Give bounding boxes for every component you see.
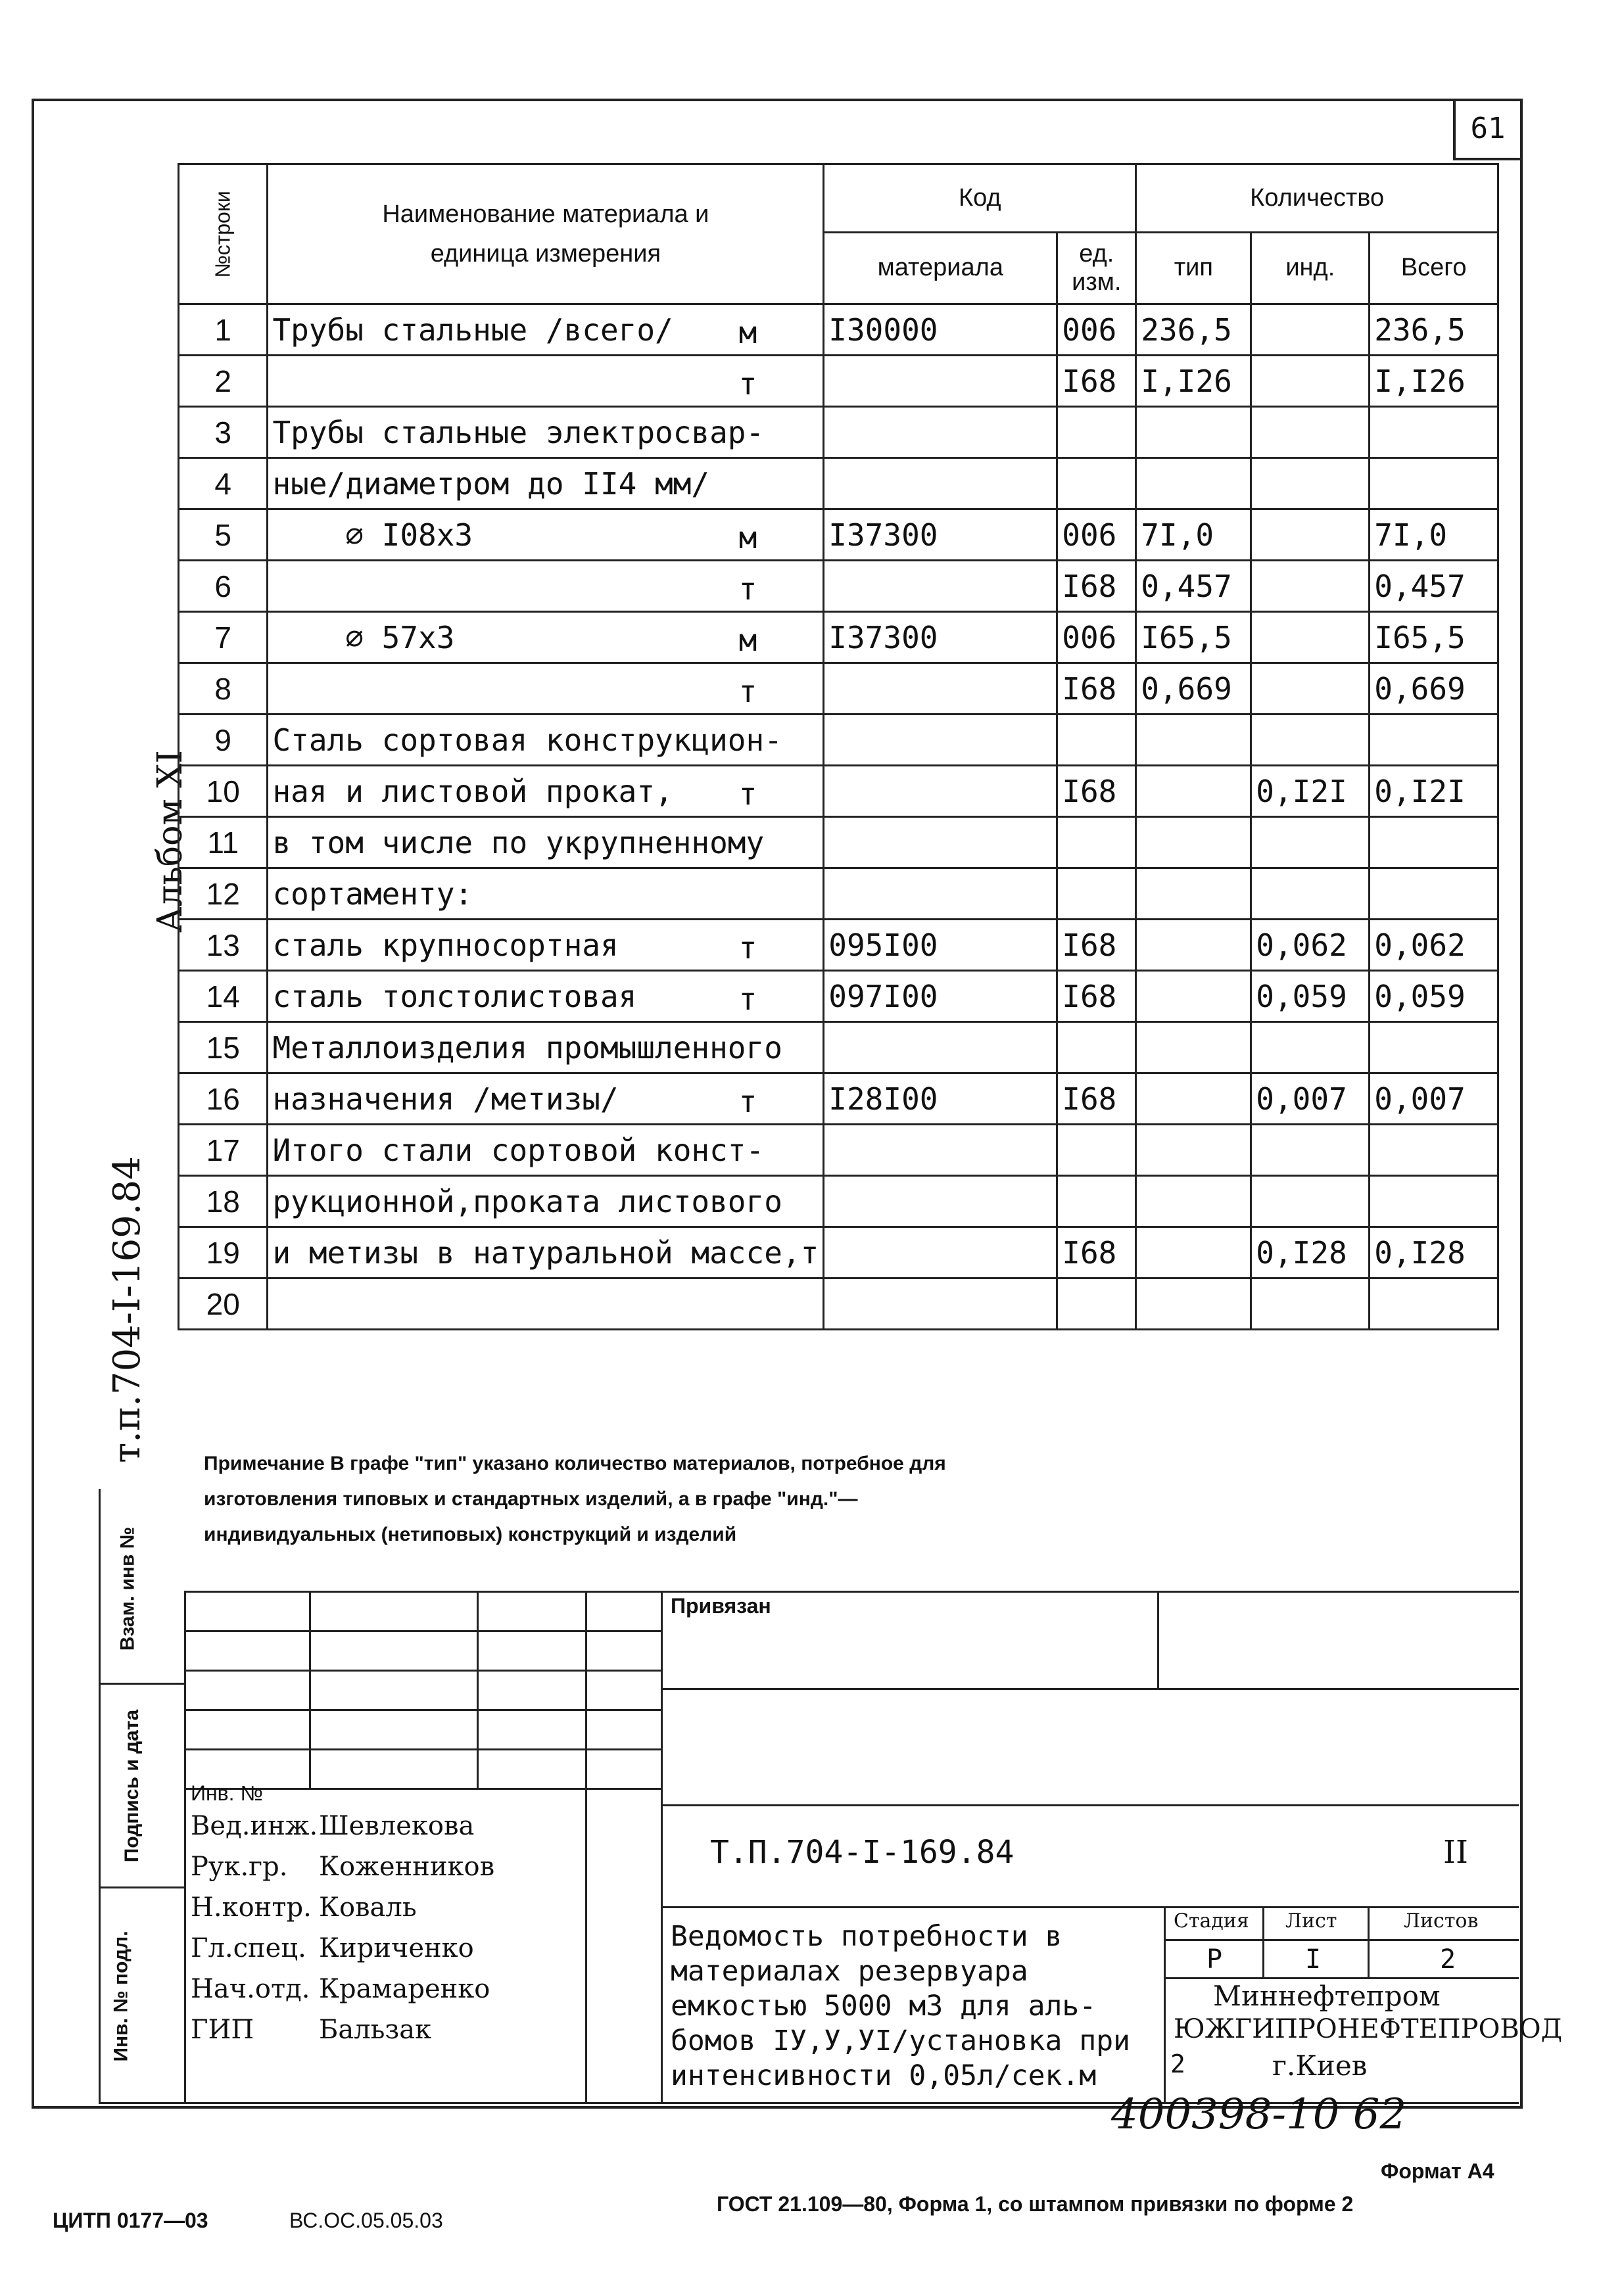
tb-line-stage-h2 — [1164, 1977, 1519, 1979]
row-number: 16 — [179, 1073, 268, 1125]
row-qty-type: 236,5 — [1136, 304, 1251, 356]
table-row — [179, 612, 1498, 663]
table-row — [179, 920, 1498, 971]
row-unit-code: I68 — [1057, 663, 1136, 715]
tb-line-mid2 — [1157, 1591, 1159, 1689]
row-qty-type — [1136, 1176, 1251, 1227]
row-qty-total: 0,007 — [1370, 1073, 1498, 1125]
row-name: и метизы в натуральной массе,т — [268, 1227, 824, 1278]
row-qty-type — [1136, 458, 1251, 509]
row-qty-ind — [1251, 509, 1370, 561]
row-qty-total: 0,062 — [1370, 920, 1498, 971]
stage-head-list: Лист — [1285, 1909, 1337, 1933]
row-qty-ind: 0,007 — [1251, 1073, 1370, 1125]
row-unit-code: I68 — [1057, 1073, 1136, 1125]
row-name: Трубы стальные электросвар- — [268, 407, 824, 458]
stage-head-listov: Листов — [1404, 1909, 1479, 1933]
row-qty-total — [1370, 1278, 1498, 1330]
row-qty-ind — [1251, 817, 1370, 868]
row-qty-total: 0,059 — [1370, 971, 1498, 1022]
row-code — [824, 561, 1057, 612]
table-row — [179, 356, 1498, 407]
row-number: 5 — [179, 509, 268, 561]
row-code — [824, 663, 1057, 715]
tb-line-stage-v1 — [1262, 1906, 1264, 1977]
tb-line-code-bottom — [661, 1906, 1519, 1908]
row-unit-code — [1057, 715, 1136, 766]
row-code — [824, 1176, 1057, 1227]
row-code: I28I00 — [824, 1073, 1057, 1125]
row-name — [268, 356, 824, 407]
row-qty-total: I65,5 — [1370, 612, 1498, 663]
row-qty-ind — [1251, 356, 1370, 407]
doc-code: Т.П.704-I-169.84 — [710, 1834, 1014, 1871]
row-unit-code: 006 — [1057, 612, 1136, 663]
row-number: 13 — [179, 920, 268, 971]
label-podpis: Подпись и дата — [121, 1709, 143, 1863]
left-strip-div1 — [99, 1683, 184, 1685]
stage-head-stadia: Стадия — [1174, 1909, 1249, 1933]
row-qty-ind — [1251, 612, 1370, 663]
row-code: 095I00 — [824, 920, 1057, 971]
row-name — [268, 1278, 824, 1330]
signature-name: Коваль — [319, 1892, 417, 1923]
org-line1: Миннефтепром — [1213, 1980, 1441, 2012]
row-unit-code — [1057, 1125, 1136, 1176]
row-qty-type: I,I26 — [1136, 356, 1251, 407]
page-number: 61 — [1453, 99, 1520, 160]
row-number: 6 — [179, 561, 268, 612]
tb-line-code-top — [661, 1804, 1519, 1806]
row-unit: м — [738, 315, 757, 350]
row-unit: т — [738, 981, 757, 1017]
table-row — [179, 1022, 1498, 1073]
side-code: т.п.704-I-169.84 — [105, 1156, 149, 1463]
table-row — [179, 1278, 1498, 1330]
handwritten-number: 400398-10 62 — [1111, 2090, 1407, 2139]
tb-line-mid — [661, 1591, 663, 2103]
stage-val-list: I — [1305, 1944, 1322, 1975]
tb-sig-h2 — [184, 1670, 661, 1672]
row-qty-total: 236,5 — [1370, 304, 1498, 356]
row-qty-ind — [1251, 1176, 1370, 1227]
signature-name: Крамаренко — [319, 1974, 490, 2004]
row-code — [824, 817, 1057, 868]
row-qty-ind — [1251, 1022, 1370, 1073]
row-name: сталь толстолистовая т — [268, 971, 824, 1022]
row-qty-type — [1136, 1125, 1251, 1176]
row-qty-type — [1136, 920, 1251, 971]
row-unit-code: I68 — [1057, 356, 1136, 407]
row-number: 15 — [179, 1022, 268, 1073]
table-row — [179, 1073, 1498, 1125]
row-unit-code — [1057, 458, 1136, 509]
row-number: 3 — [179, 407, 268, 458]
row-qty-total — [1370, 1022, 1498, 1073]
doc-description: Ведомость потребности в материалах резервуара емкостью 5000 м3 для аль- бомов IУ,У,УI/установка при интенсивности 0,05л/сек.м — [671, 1920, 1130, 2092]
header-quantity: Количество — [1136, 164, 1498, 233]
tb-line-privyazan-bottom — [661, 1688, 1519, 1690]
row-number: 12 — [179, 868, 268, 920]
row-name: Металлоизделия промышленного — [268, 1022, 824, 1073]
tb-sig-v3 — [585, 1591, 587, 2103]
row-code — [824, 766, 1057, 817]
table-row — [179, 1125, 1498, 1176]
privyazan-label: Привязан — [671, 1594, 771, 1618]
row-qty-ind: 0,062 — [1251, 920, 1370, 971]
doc-num: II — [1443, 1834, 1468, 1871]
signature-role: Н.контр. — [191, 1892, 312, 1923]
row-qty-ind: 0,059 — [1251, 971, 1370, 1022]
row-qty-total: 0,669 — [1370, 663, 1498, 715]
row-number: 8 — [179, 663, 268, 715]
row-unit: м — [738, 520, 757, 555]
signature-role: Гл.спец. — [191, 1933, 306, 1963]
row-qty-total: 0,I28 — [1370, 1227, 1498, 1278]
stage-val-listov: 2 — [1440, 1944, 1456, 1975]
row-number: 9 — [179, 715, 268, 766]
row-unit-code — [1057, 1278, 1136, 1330]
row-number: 2 — [179, 356, 268, 407]
left-strip-line — [99, 1489, 101, 2103]
row-code: I37300 — [824, 509, 1057, 561]
org-line2: ЮЖГИПРОНЕФТЕПРОВОД — [1174, 2014, 1563, 2044]
tb-line-stage — [1164, 1906, 1166, 2103]
row-unit-code — [1057, 817, 1136, 868]
tb-line-left — [184, 1591, 186, 2103]
row-name: сталь крупносортная т — [268, 920, 824, 971]
row-code — [824, 458, 1057, 509]
row-name: в том числе по укрупненному — [268, 817, 824, 868]
materials-table — [178, 163, 1499, 1330]
tb-sig-v2 — [477, 1591, 479, 1788]
header-q-ind: инд. — [1251, 232, 1370, 304]
signature-name: Коженников — [319, 1852, 495, 1882]
note-text: Примечание В графе "тип" указано количество материалов, потребное для изготовления типовых и стандартных изделий, а в графе "инд."— индивидуальных (нетиповых) конструкций и изделий — [204, 1453, 946, 1545]
table-row — [179, 1227, 1498, 1278]
row-unit: м — [738, 622, 757, 658]
org-prefix: 2 — [1170, 2050, 1185, 2078]
header-q-type: тип — [1136, 232, 1251, 304]
row-unit-code: I68 — [1057, 766, 1136, 817]
row-qty-ind — [1251, 868, 1370, 920]
row-qty-type — [1136, 868, 1251, 920]
row-qty-total — [1370, 1125, 1498, 1176]
row-name: сортаменту: — [268, 868, 824, 920]
row-name: Трубы стальные /всего/ м — [268, 304, 824, 356]
label-inv: Инв. № подл. — [110, 1931, 132, 2062]
row-unit-code — [1057, 868, 1136, 920]
table-row — [179, 868, 1498, 920]
row-name — [268, 663, 824, 715]
header-q-total: Всего — [1370, 232, 1498, 304]
row-qty-type — [1136, 971, 1251, 1022]
row-unit: т — [738, 571, 757, 607]
left-strip-div2 — [99, 1886, 184, 1888]
row-number: 19 — [179, 1227, 268, 1278]
row-qty-type — [1136, 1022, 1251, 1073]
row-qty-type — [1136, 407, 1251, 458]
row-number: 7 — [179, 612, 268, 663]
row-qty-ind — [1251, 1125, 1370, 1176]
inv-no-label: Инв. № — [191, 1781, 263, 1805]
signature-role: Вед.инж. — [191, 1811, 318, 1841]
row-name: рукционной,проката листового — [268, 1176, 824, 1227]
row-qty-ind — [1251, 663, 1370, 715]
row-qty-ind: 0,I2I — [1251, 766, 1370, 817]
label-vzam: Взам. инв № — [116, 1526, 139, 1651]
row-name: ная и листовой прокат, т — [268, 766, 824, 817]
tb-sig-h3 — [184, 1709, 661, 1711]
table-row — [179, 766, 1498, 817]
row-code — [824, 715, 1057, 766]
signature-name: Шевлекова — [319, 1811, 475, 1841]
tb-line-stage-v2 — [1368, 1906, 1370, 1977]
row-qty-ind — [1251, 561, 1370, 612]
row-code — [824, 356, 1057, 407]
row-qty-total — [1370, 458, 1498, 509]
row-qty-total — [1370, 407, 1498, 458]
table-row — [179, 407, 1498, 458]
tb-line-stage-h — [1164, 1939, 1519, 1941]
row-qty-type — [1136, 1073, 1251, 1125]
footer-right: ГОСТ 21.109—80, Форма 1, со штампом привязки по форме 2 — [717, 2192, 1354, 2216]
album-label: Альбом XI — [150, 750, 190, 933]
row-unit: т — [738, 366, 757, 402]
row-unit-code — [1057, 1022, 1136, 1073]
row-unit: т — [738, 930, 757, 966]
row-qty-total — [1370, 868, 1498, 920]
row-qty-type — [1136, 715, 1251, 766]
row-qty-type: 7I,0 — [1136, 509, 1251, 561]
table-row — [179, 458, 1498, 509]
row-code — [824, 1278, 1057, 1330]
org-line3: г.Киев — [1272, 2050, 1368, 2082]
row-code: I37300 — [824, 612, 1057, 663]
row-unit-code: 006 — [1057, 509, 1136, 561]
row-name: Сталь сортовая конструкцион- — [268, 715, 824, 766]
row-name: назначения /метизы/ т — [268, 1073, 824, 1125]
row-qty-total: 7I,0 — [1370, 509, 1498, 561]
row-qty-total — [1370, 715, 1498, 766]
row-unit-code: I68 — [1057, 1227, 1136, 1278]
table-row — [179, 663, 1498, 715]
header-name: Наименование материала и единица измерения — [268, 164, 824, 304]
row-code — [824, 1125, 1057, 1176]
row-number: 11 — [179, 817, 268, 868]
table-row — [179, 304, 1498, 356]
row-name: ∅ 57x3 м — [268, 612, 824, 663]
row-number: 14 — [179, 971, 268, 1022]
row-number: 1 — [179, 304, 268, 356]
row-qty-total — [1370, 1176, 1498, 1227]
row-qty-type — [1136, 766, 1251, 817]
row-qty-type: I65,5 — [1136, 612, 1251, 663]
row-qty-total: I,I26 — [1370, 356, 1498, 407]
row-qty-total — [1370, 817, 1498, 868]
row-name: ∅ I08x3 м — [268, 509, 824, 561]
row-qty-ind — [1251, 407, 1370, 458]
signature-role: Нач.отд. — [191, 1974, 310, 2004]
header-code-unit: ед. изм. — [1057, 232, 1136, 304]
row-unit: т — [738, 776, 757, 812]
row-qty-ind — [1251, 715, 1370, 766]
row-code — [824, 407, 1057, 458]
row-code: 097I00 — [824, 971, 1057, 1022]
row-unit-code — [1057, 407, 1136, 458]
row-unit-code: I68 — [1057, 971, 1136, 1022]
stage-val-stadia: Р — [1206, 1944, 1223, 1975]
header-code-material: материала — [824, 232, 1057, 304]
row-qty-ind — [1251, 1278, 1370, 1330]
footer-left: ЦИТП 0177—03 — [53, 2209, 208, 2232]
row-unit: т — [738, 1084, 757, 1119]
row-unit-code: I68 — [1057, 561, 1136, 612]
header-row-no: №строки — [179, 164, 268, 304]
row-code — [824, 868, 1057, 920]
signature-name: Бальзак — [319, 2015, 432, 2045]
tb-sig-v1 — [309, 1591, 311, 1788]
table-row — [179, 561, 1498, 612]
row-code — [824, 1227, 1057, 1278]
row-qty-ind — [1251, 458, 1370, 509]
row-number: 4 — [179, 458, 268, 509]
tb-sig-h1 — [184, 1630, 661, 1632]
row-code — [824, 1022, 1057, 1073]
row-qty-type — [1136, 817, 1251, 868]
row-unit: т — [738, 674, 757, 709]
row-qty-total: 0,457 — [1370, 561, 1498, 612]
row-unit-code: I68 — [1057, 920, 1136, 971]
row-name: ные/диаметром до II4 мм/ — [268, 458, 824, 509]
row-qty-ind — [1251, 304, 1370, 356]
row-qty-type: 0,669 — [1136, 663, 1251, 715]
row-qty-ind: 0,I28 — [1251, 1227, 1370, 1278]
row-number: 20 — [179, 1278, 268, 1330]
footer-mid: ВС.ОС.05.05.03 — [289, 2209, 443, 2232]
row-number: 18 — [179, 1176, 268, 1227]
row-number: 17 — [179, 1125, 268, 1176]
row-unit-code: 006 — [1057, 304, 1136, 356]
table-row — [179, 509, 1498, 561]
row-qty-type: 0,457 — [1136, 561, 1251, 612]
row-name: Итого стали сортовой конст- — [268, 1125, 824, 1176]
format-label: Формат А4 — [1381, 2159, 1494, 2183]
row-number: 10 — [179, 766, 268, 817]
row-qty-total: 0,I2I — [1370, 766, 1498, 817]
table-row — [179, 715, 1498, 766]
signature-name: Кириченко — [319, 1933, 474, 1963]
signature-role: ГИП — [191, 2015, 254, 2045]
header-code: Код — [824, 164, 1136, 233]
tb-sig-h4 — [184, 1748, 661, 1750]
signature-role: Рук.гр. — [191, 1852, 288, 1882]
row-code: I30000 — [824, 304, 1057, 356]
table-row — [179, 817, 1498, 868]
row-qty-type — [1136, 1227, 1251, 1278]
row-unit-code — [1057, 1176, 1136, 1227]
row-name — [268, 561, 824, 612]
table-row — [179, 1176, 1498, 1227]
table-row — [179, 971, 1498, 1022]
tb-line-top — [184, 1591, 1519, 1593]
row-qty-type — [1136, 1278, 1251, 1330]
